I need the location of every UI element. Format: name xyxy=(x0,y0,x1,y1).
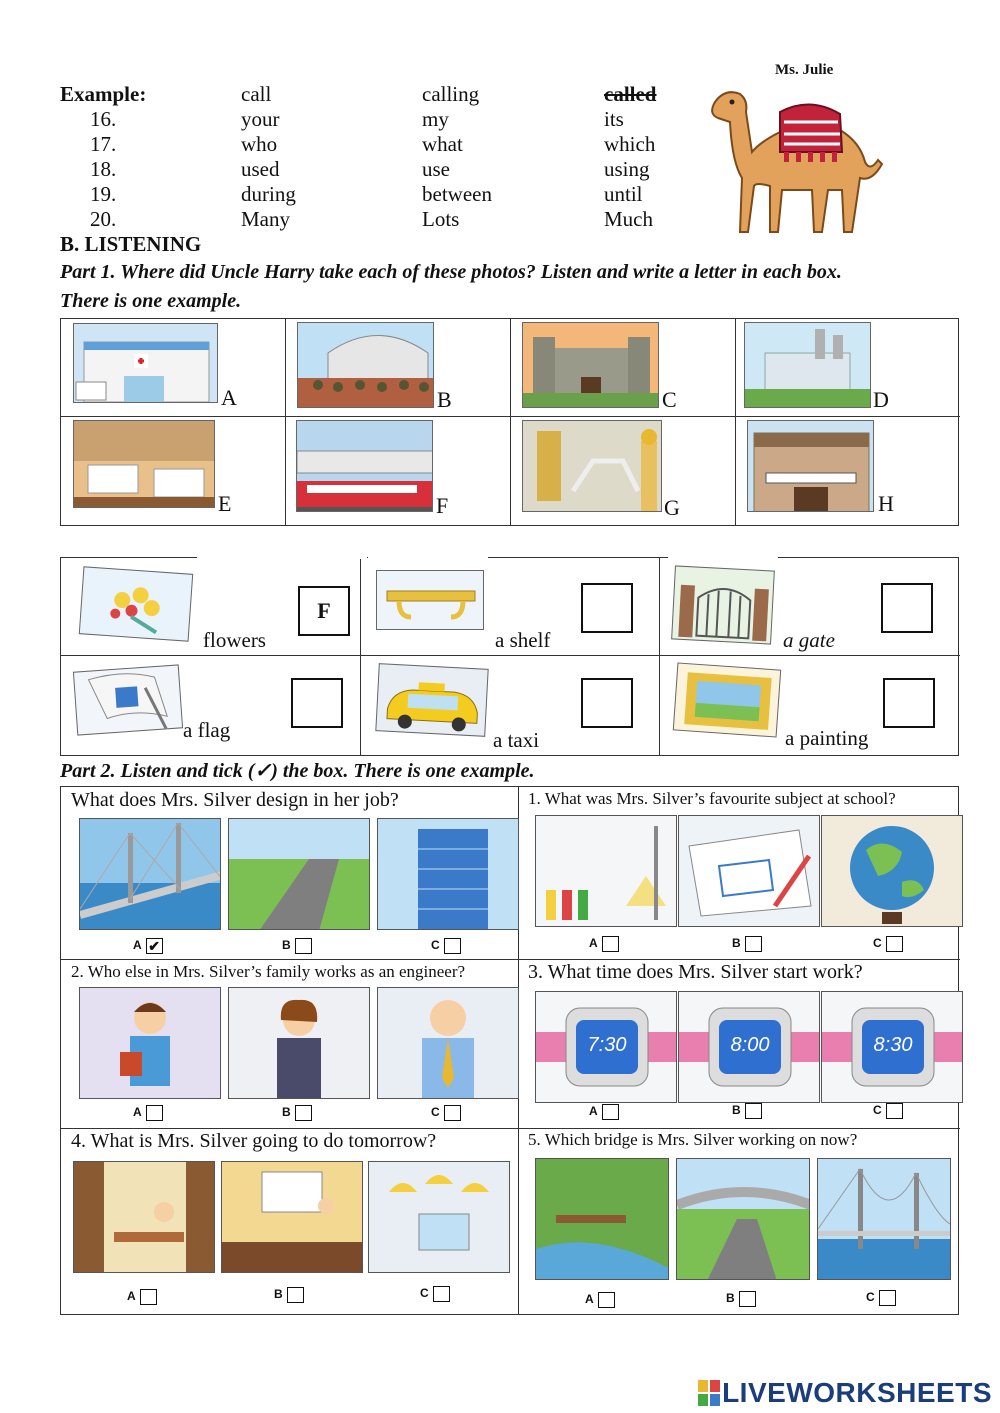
tick-box[interactable] xyxy=(146,1105,163,1121)
option-c: C xyxy=(420,1286,450,1302)
vocab-word[interactable]: my xyxy=(422,107,449,131)
cinema-icon xyxy=(747,420,874,512)
place-letter: A xyxy=(221,385,237,410)
vocab-word[interactable]: use xyxy=(422,157,450,181)
tick-box[interactable] xyxy=(444,1105,461,1121)
question-number: 19. xyxy=(90,182,117,206)
camel-icon xyxy=(700,82,885,240)
tick-box[interactable] xyxy=(886,936,903,952)
option-c: C xyxy=(431,1105,461,1121)
vocab-word[interactable]: between xyxy=(422,182,492,206)
option-a: A xyxy=(585,1292,615,1308)
option-a: A xyxy=(589,936,619,952)
place-letter: E xyxy=(218,491,232,516)
tick-box[interactable] xyxy=(886,1103,903,1119)
hospital-icon xyxy=(73,323,218,403)
vocab-row xyxy=(60,107,700,132)
drawing-icon xyxy=(678,815,820,927)
question-text: 5. Which bridge is Mrs. Silver working on now? xyxy=(528,1130,858,1149)
forest-bridge-icon xyxy=(535,1158,669,1280)
item-label: a gate xyxy=(783,628,835,652)
watch-icon xyxy=(821,991,963,1103)
tick-box[interactable] xyxy=(739,1291,756,1307)
option-c: C xyxy=(873,936,903,952)
geography-icon xyxy=(821,815,963,927)
flag-icon xyxy=(73,664,183,735)
place-letter: C xyxy=(662,387,677,412)
option-c: C xyxy=(873,1103,903,1119)
tick-box[interactable] xyxy=(602,1104,619,1120)
option-a: A ✔ xyxy=(133,938,163,954)
woman-icon xyxy=(228,987,370,1099)
vocab-word[interactable]: used xyxy=(241,157,280,181)
liveworksheets-logo[interactable] xyxy=(698,1377,992,1409)
answer-box[interactable] xyxy=(581,678,633,728)
train-station-icon xyxy=(296,420,433,512)
place-letter: D xyxy=(873,387,889,412)
lecture-icon xyxy=(221,1161,363,1273)
vocab-word[interactable]: Many xyxy=(241,207,290,231)
question-number: 18. xyxy=(90,157,117,181)
tick-box[interactable] xyxy=(745,936,762,952)
gate-icon xyxy=(671,565,775,644)
shelf-icon xyxy=(376,570,484,630)
example-label: Example: xyxy=(60,82,147,106)
tick-box[interactable] xyxy=(444,938,461,954)
taxi-icon xyxy=(375,663,488,737)
tick-box[interactable]: ✔ xyxy=(146,938,163,954)
watch-icon xyxy=(535,991,677,1103)
vocab-word[interactable]: Lots xyxy=(422,207,460,231)
suspension-bridge-icon xyxy=(817,1158,951,1280)
vocab-word[interactable]: during xyxy=(241,182,296,206)
tick-box[interactable] xyxy=(602,936,619,952)
option-b: B xyxy=(732,1103,762,1119)
place-letter: B xyxy=(437,387,452,412)
option-b: B xyxy=(282,1105,312,1121)
tick-box[interactable] xyxy=(598,1292,615,1308)
item-label: a flag xyxy=(183,718,231,742)
vocab-word[interactable]: your xyxy=(241,107,280,131)
option-b: B xyxy=(282,938,312,954)
question-text: 1. What was Mrs. Silver’s favourite subject at school? xyxy=(528,789,896,808)
vocab-word[interactable]: using xyxy=(604,157,650,181)
question-text: 3. What time does Mrs. Silver start work? xyxy=(528,961,863,983)
question-number: 16. xyxy=(90,107,117,131)
vocab-row xyxy=(60,132,700,157)
vocab-word[interactable]: what xyxy=(422,132,463,156)
answer-box[interactable] xyxy=(581,583,633,633)
item-label: a painting xyxy=(785,726,869,750)
place-letter: G xyxy=(664,495,680,520)
science-icon xyxy=(535,815,677,927)
tick-box[interactable] xyxy=(295,1105,312,1121)
stadium-icon xyxy=(297,322,434,408)
logo-text: LIVEWORKSHEETS xyxy=(722,1377,992,1408)
castle-icon xyxy=(522,322,659,408)
skyscraper-icon xyxy=(377,818,519,930)
vocab-word: call xyxy=(241,82,272,106)
library-icon xyxy=(73,1161,215,1273)
item-label: a shelf xyxy=(495,628,551,652)
factory-icon xyxy=(744,322,871,408)
flyover-icon xyxy=(676,1158,810,1280)
part2-grid xyxy=(60,786,959,1315)
option-b: B xyxy=(274,1287,304,1303)
part1-instruction-2: There is one example. xyxy=(60,290,242,312)
logo-mark-icon xyxy=(698,1380,720,1406)
option-b: B xyxy=(732,936,762,952)
vocab-word[interactable]: its xyxy=(604,107,624,131)
watch-time: 8:30 xyxy=(873,1034,913,1056)
question-text: What does Mrs. Silver design in her job? xyxy=(71,789,399,811)
vocab-row xyxy=(60,207,700,232)
boy-icon xyxy=(79,987,221,1099)
tick-box[interactable] xyxy=(295,938,312,954)
answer-box[interactable] xyxy=(881,583,933,633)
option-a: A xyxy=(589,1104,619,1120)
question-text: 2. Who else in Mrs. Silver’s family works as an engineer? xyxy=(71,962,466,981)
item-label: flowers xyxy=(203,628,266,652)
vocab-word[interactable]: who xyxy=(241,132,278,156)
option-a: A xyxy=(133,1105,163,1121)
option-c: C xyxy=(866,1290,896,1306)
answer-grid xyxy=(60,557,959,756)
option-c: C xyxy=(431,938,461,954)
watch-time: 8:00 xyxy=(730,1034,770,1056)
section-title: B. LISTENING xyxy=(60,232,202,256)
vocab-word[interactable]: Much xyxy=(604,207,653,231)
question-number: 17. xyxy=(90,132,117,156)
motorway-icon xyxy=(228,818,370,930)
tick-box[interactable] xyxy=(140,1289,157,1305)
tick-box[interactable] xyxy=(745,1103,762,1119)
vocab-row xyxy=(60,182,700,207)
item-label: a taxi xyxy=(493,728,540,752)
place-letter: F xyxy=(436,493,449,518)
question-number: 20. xyxy=(90,207,117,231)
question-text: 4. What is Mrs. Silver going to do tomorrow? xyxy=(71,1130,437,1152)
watch-time: 7:30 xyxy=(587,1034,627,1056)
vocab-row xyxy=(60,157,700,182)
hotel-room-icon xyxy=(73,420,215,508)
answer-box[interactable] xyxy=(883,678,935,728)
tick-box[interactable] xyxy=(879,1290,896,1306)
teacher-label: Ms. Julie xyxy=(775,62,834,78)
part2-instruction: Part 2. Listen and tick (✓) the box. There is one example. xyxy=(60,760,535,782)
option-a: A xyxy=(127,1289,157,1305)
tick-box[interactable] xyxy=(433,1286,450,1302)
vocab-word[interactable]: until xyxy=(604,182,643,206)
engineers-icon xyxy=(368,1161,510,1273)
painting-icon xyxy=(673,662,781,737)
man-icon xyxy=(377,987,519,1099)
museum-icon xyxy=(522,420,662,512)
vocab-example-row xyxy=(60,82,700,107)
option-b: B xyxy=(726,1291,756,1307)
watch-icon xyxy=(678,991,820,1103)
answer-box[interactable] xyxy=(291,678,343,728)
tick-box[interactable] xyxy=(287,1287,304,1303)
answer-box[interactable]: F xyxy=(298,586,350,636)
bridge-icon xyxy=(79,818,221,930)
vocab-word-crossed: called xyxy=(604,82,657,106)
places-grid xyxy=(60,318,959,526)
vocab-word[interactable]: which xyxy=(604,132,656,156)
vocab-word: calling xyxy=(422,82,480,106)
flowers-icon xyxy=(79,566,193,642)
part1-instruction: Part 1. Where did Uncle Harry take each of these photos? Listen and write a letter in each box. xyxy=(60,261,842,283)
place-letter: H xyxy=(878,491,894,516)
